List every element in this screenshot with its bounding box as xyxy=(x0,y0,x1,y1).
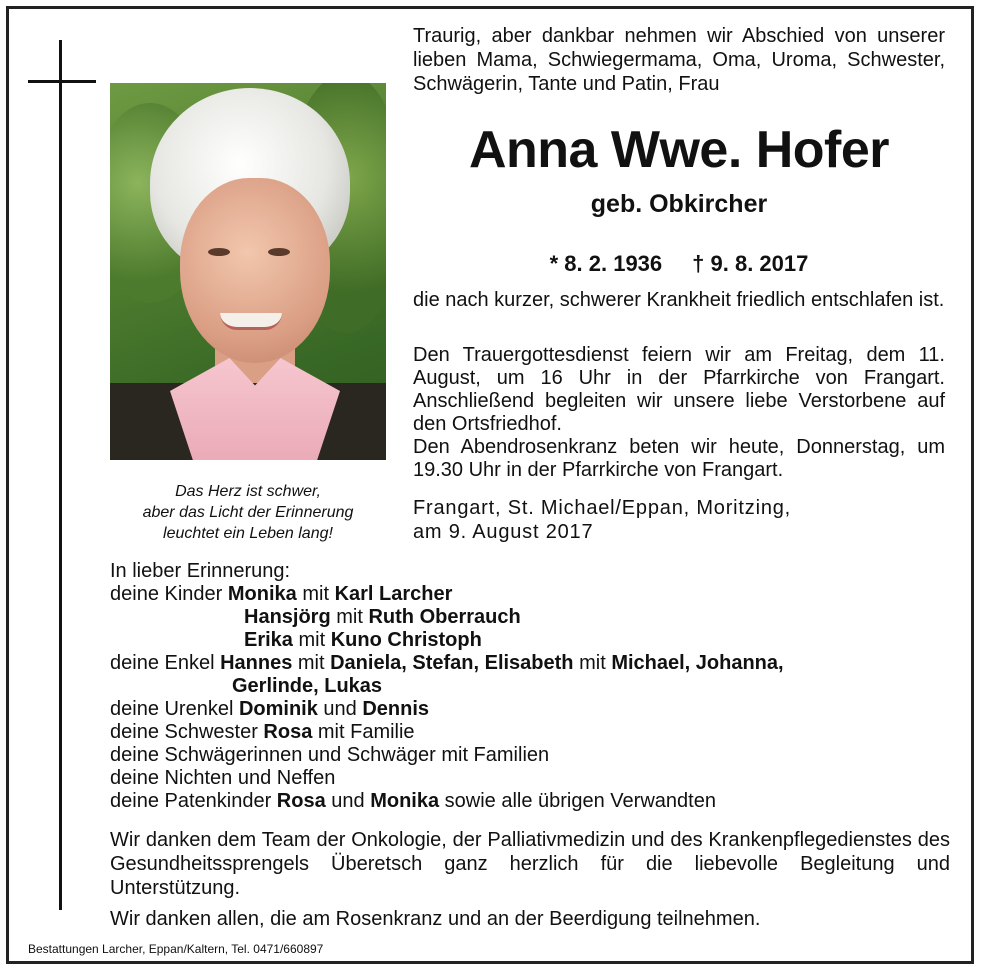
and-text: und xyxy=(317,698,363,720)
cross-icon-bar xyxy=(28,80,96,83)
maiden-name: geb. Obkircher xyxy=(590,190,768,218)
with-text: mit xyxy=(330,606,369,628)
children-row xyxy=(110,629,950,652)
grandchild-name: Gerlinde, Lukas xyxy=(232,675,383,697)
and-text: und xyxy=(325,790,371,812)
grandchildren-row xyxy=(110,675,950,698)
place-line: Frangart, St. Michael/Eppan, Moritzing, xyxy=(413,497,792,519)
portrait-photo xyxy=(110,83,386,460)
sister-prefix: deine Schwester xyxy=(110,721,264,743)
great-grandchild-name: Dominik xyxy=(238,698,318,720)
with-text: mit xyxy=(292,629,331,651)
cross-icon xyxy=(59,40,62,910)
children-prefix: deine Kinder xyxy=(110,583,228,605)
godchild-name: Monika xyxy=(370,790,440,812)
child-name: Monika xyxy=(227,583,297,605)
photo-caption xyxy=(110,481,386,544)
child-name: Hansjörg xyxy=(244,606,331,628)
caption-line: aber das Licht der Erinnerung xyxy=(142,504,354,521)
deceased-name: Anna Wwe. Hofer xyxy=(468,121,890,179)
partner-name: Kuno Christoph xyxy=(330,629,482,651)
caption-line: leuchtet ein Leben lang! xyxy=(163,525,333,542)
service-info xyxy=(413,344,945,482)
grandchild-name: Hannes xyxy=(220,652,293,674)
birth-date: * 8. 2. 1936 xyxy=(549,251,663,276)
sister-suffix: mit Familie xyxy=(312,721,415,743)
grandchild-name: Daniela, Stefan, Elisabeth xyxy=(330,652,574,674)
date-line: am 9. August 2017 xyxy=(413,521,594,543)
thanks-paragraph: Wir danken allen, die am Rosenkranz und an der Beerdigung teilnehmen. xyxy=(110,908,761,930)
life-dates xyxy=(413,250,945,278)
death-notice-text: die nach kurzer, schwerer Krankheit friedlich entschlafen ist. xyxy=(413,289,945,311)
grandchildren-prefix: deine Enkel xyxy=(110,652,221,674)
great-grandchild-name: Dennis xyxy=(362,698,430,720)
family-list xyxy=(110,560,950,813)
grandchild-name: Michael, Johanna, xyxy=(611,652,784,674)
godchildren-suffix: sowie alle übrigen Verwandten xyxy=(439,790,716,812)
sister-row xyxy=(110,721,950,744)
intro-text: Traurig, aber dankbar nehmen wir Abschied von unserer lieben Mama, Schwiegermama, Oma, Uroma, Schwester, Schwägerin, Tante und Patin, Frau xyxy=(413,25,945,95)
partner-name: Ruth Oberrauch xyxy=(368,606,521,628)
thanks-paragraph: Wir danken dem Team der Onkologie, der Palliativmedizin und des Krankenpflegedienstes des Gesundheitssprengels Überetsch ganz herzlich für die liebevolle Begleitung und Unterstützung. xyxy=(110,829,950,899)
child-name: Erika xyxy=(244,629,293,651)
sister-name: Rosa xyxy=(263,721,313,743)
funeral-home-footer: Bestattungen Larcher, Eppan/Kaltern, Tel. 0471/660897 xyxy=(28,942,324,956)
nieces-row: deine Nichten und Neffen xyxy=(110,767,336,789)
with-text: mit xyxy=(573,652,612,674)
family-heading: In lieber Erinnerung: xyxy=(110,560,291,582)
death-date: † 9. 8. 2017 xyxy=(692,251,809,276)
inlaws-row: deine Schwägerinnen und Schwäger mit Familien xyxy=(110,744,550,766)
place-date xyxy=(413,496,945,544)
great-grandchildren-row xyxy=(110,698,950,721)
children-row xyxy=(110,606,950,629)
godchildren-prefix: deine Patenkinder xyxy=(110,790,277,812)
with-text: mit xyxy=(292,652,331,674)
with-text: mit xyxy=(296,583,335,605)
funeral-mass-text: Den Trauergottesdienst feiern wir am Freitag, dem 11. August, um 16 Uhr in der Pfarrkirche von Frangart. Anschließend begleiten wir unsere liebe Verstorbene auf den Ortsfriedhof. xyxy=(413,344,945,435)
godchild-name: Rosa xyxy=(276,790,326,812)
grandchildren-row xyxy=(110,652,950,675)
great-prefix: deine Urenkel xyxy=(110,698,239,720)
partner-name: Karl Larcher xyxy=(334,583,453,605)
godchildren-row xyxy=(110,790,950,813)
rosary-text: Den Abendrosenkranz beten wir heute, Donnerstag, um 19.30 Uhr in der Pfarrkirche von Frangart. xyxy=(413,436,945,481)
children-row xyxy=(110,583,950,606)
caption-line: Das Herz ist schwer, xyxy=(175,483,321,500)
